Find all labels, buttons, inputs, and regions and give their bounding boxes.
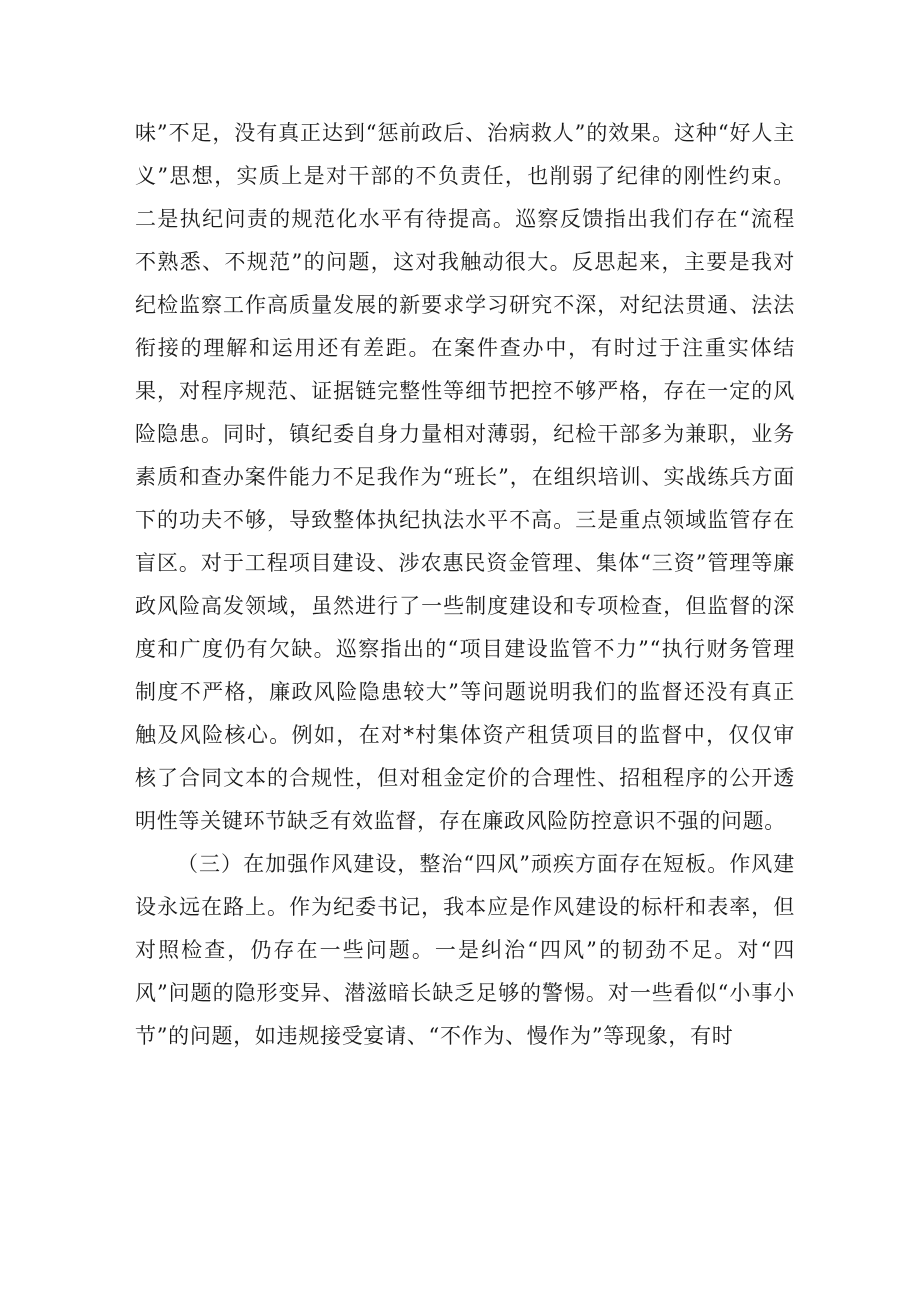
paragraph-continuation: 味”不足，没有真正达到“惩前政后、治病救人”的效果。这种“好人主义”思想，实质上是对干部的不负责任，也削弱了纪律的刚性约束。二是执纪问责的规范化水平有待提高。巡察反馈指出我们存在“流程不熟悉、不规范”的问题，这对我触动很大。反思起来，主要是我对纪检监察工作高质量发展的新要求学习研究不深，对纪法贯通、法法衔接的理解和运用还有差距。在案件查办中，有时过于注重实体结果，对程序规范、证据链完整性等细节把控不够严格，存在一定的风险隐患。同时，镇纪委自身力量相对薄弱，纪检干部多为兼职，业务素质和查办案件能力不足我作为“班长”，在组织培训、实战练兵方面下的功夫不够，导致整体执纪执法水平不高。三是重点领域监管存在盲区。对于工程项目建设、涉农惠民资金管理、集体“三资”管理等廉政风险高发领域，虽然进行了一些制度建设和专项检查，但监督的深度和广度仍有欠缺。巡察指出的“项目建设监管不力”“执行财务管理制度不严格，廉政风险隐患较大”等问题说明我们的监督还没有真正触及风险核心。例如，在对*村集体资产租赁项目的监督中，仅仅审核了合同文本的合规性，但对租金定价的合理性、招租程序的公开透明性等关键环节缺乏有效监督，存在廉政风险防控意识不强的问题。 — [135, 121, 795, 833]
paragraph-section-3: （三）在加强作风建设，整治“四风”顽疾方面存在短板。作风建设永远在路上。作为纪委书记，我本应是作风建设的标杆和表率，但对照检查，仍存在一些问题。一是纠治“四风”的韧劲不足。对“四风”问题的隐形变异、潜滋暗长缺乏足够的警惕。对一些看似“小事小节”的问题，如违规接受宴请、“不作为、慢作为”等现象，有时 — [135, 852, 795, 1048]
body-text — [135, 112, 795, 1058]
